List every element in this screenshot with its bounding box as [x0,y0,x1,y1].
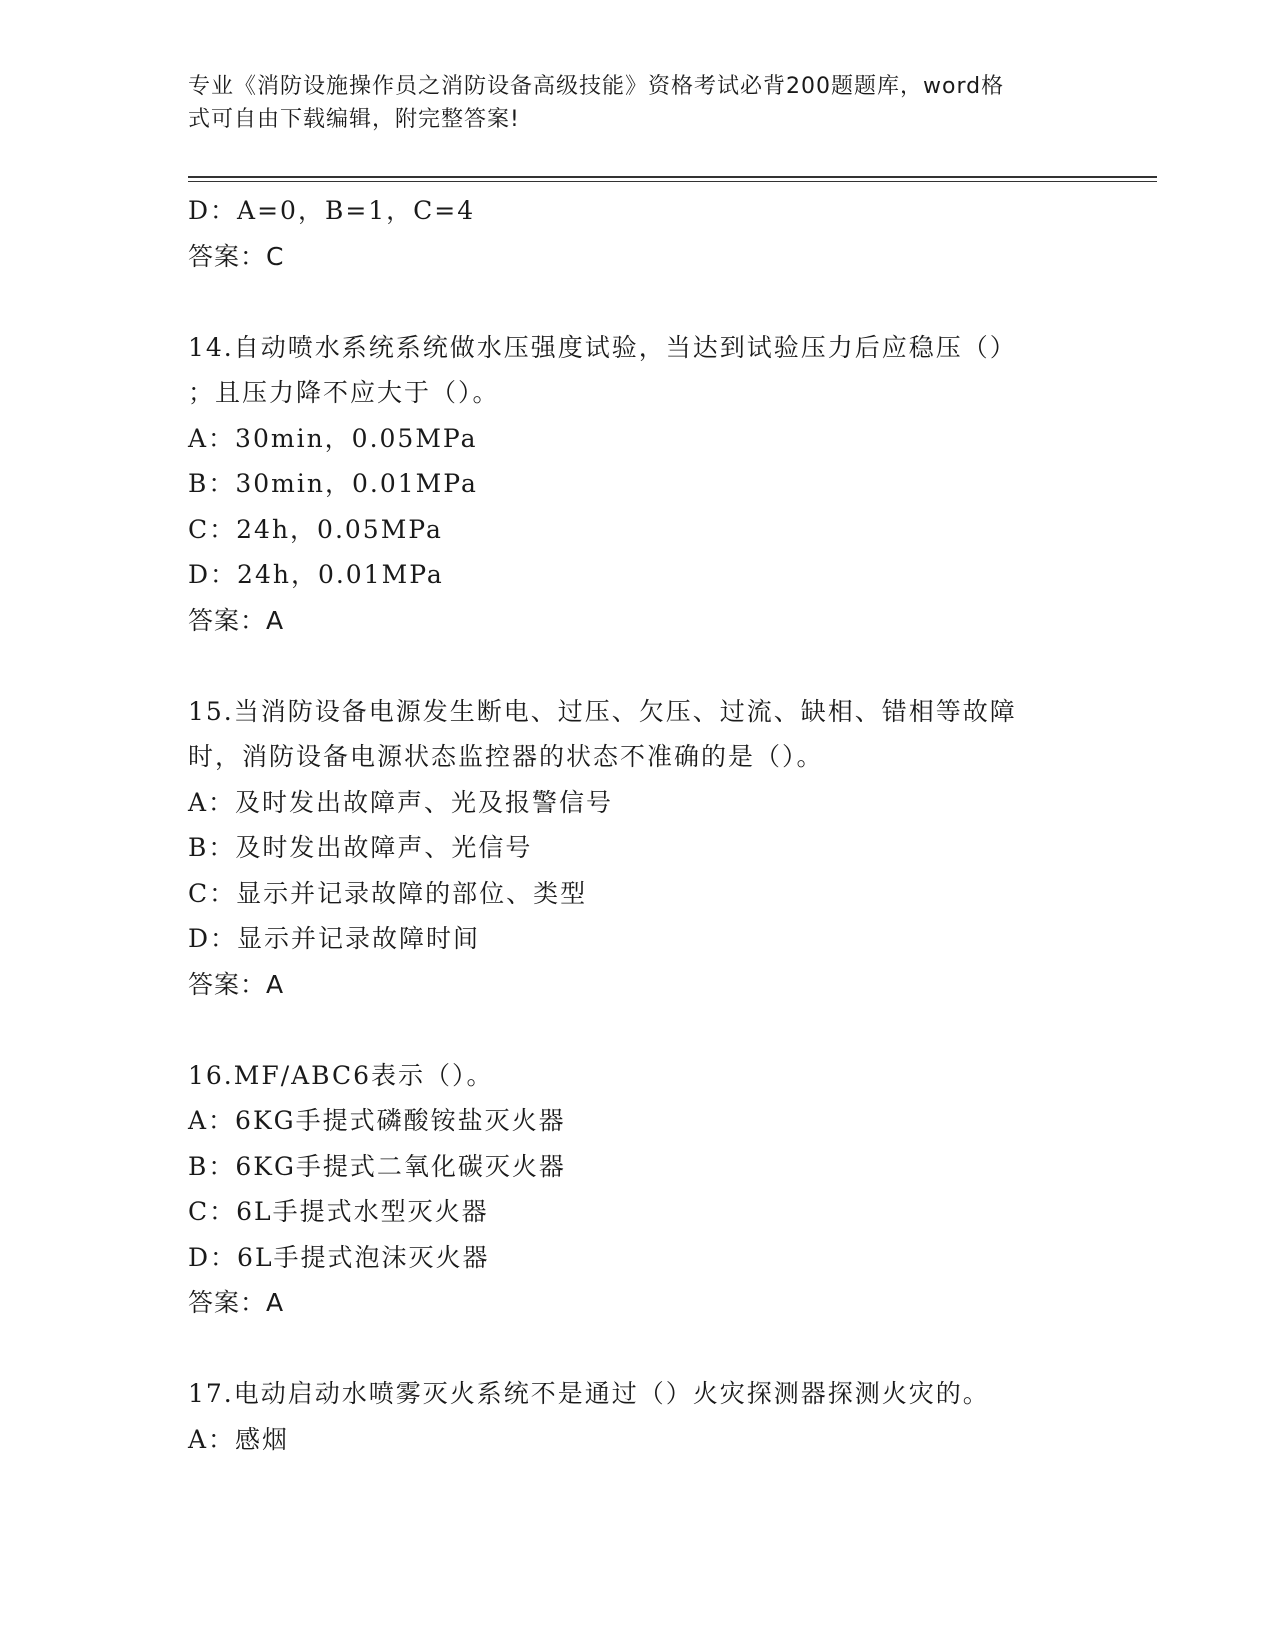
option-d: D：A=0，B=1，C=4 [188,196,476,225]
question-17 [188,1371,1088,1462]
option-c: C：6L手提式水型灭火器 [188,1197,489,1226]
question-stem-cont: 时，消防设备电源状态监控器的状态不准确的是（）。 [188,742,824,771]
header-line-2: 式可自由下载编辑，附完整答案! [188,107,520,132]
question-stem: 17.电动启动水喷雾灭火系统不是通过（）火灾探测器探测火灾的。 [188,1379,990,1408]
answer-line: 答案：A [188,1288,285,1317]
question-stem: 15.当消防设备电源发生断电、过压、欠压、过流、缺相、错相等故障 [188,696,1017,726]
option-c: C：显示并记录故障的部位、类型 [188,878,588,908]
question-stem: 14.自动喷水系统系统做水压强度试验，当达到试验压力后应稳压（） [188,332,1017,362]
option-c: C：24h，0.05MPa [188,514,443,544]
question-stem: 16.MF/ABC6表示（）。 [188,1060,494,1090]
option-a: A：6KG手提式磷酸铵盐灭火器 [188,1106,566,1135]
header-rule-thin [188,181,1157,182]
header-rule-thick [188,176,1157,178]
option-a: A：感烟 [188,1424,290,1454]
question-stem-cont: ；且压力降不应大于（）。 [188,378,500,407]
option-a: A：及时发出故障声、光及报警信号 [188,787,614,817]
option-d: D：显示并记录故障时间 [188,924,481,953]
question-13-tail [188,188,1088,279]
spacer [188,1007,1088,1053]
option-d: D：6L手提式泡沫灭火器 [188,1242,490,1272]
spacer [188,643,1088,689]
answer-line: 答案：A [188,969,285,999]
question-16 [188,1053,1088,1326]
option-b: B：30min，0.01MPa [188,469,478,498]
option-d: D：24h，0.01MPa [188,560,444,589]
option-b: B：6KG手提式二氧化碳灭火器 [188,1151,566,1181]
option-a: A：30min，0.05MPa [188,423,478,453]
spacer [188,1326,1088,1372]
answer-line: 答案：C [188,241,285,271]
question-15 [188,689,1088,1008]
question-list [188,188,1088,1462]
header-line-1: 专业《消防设施操作员之消防设备高级技能》资格考试必背200题题库，word格 [188,74,1005,99]
answer-line: 答案：A [188,605,285,635]
question-14 [188,325,1088,644]
page-header [188,70,1088,136]
spacer [188,279,1088,325]
option-b: B：及时发出故障声、光信号 [188,833,533,862]
